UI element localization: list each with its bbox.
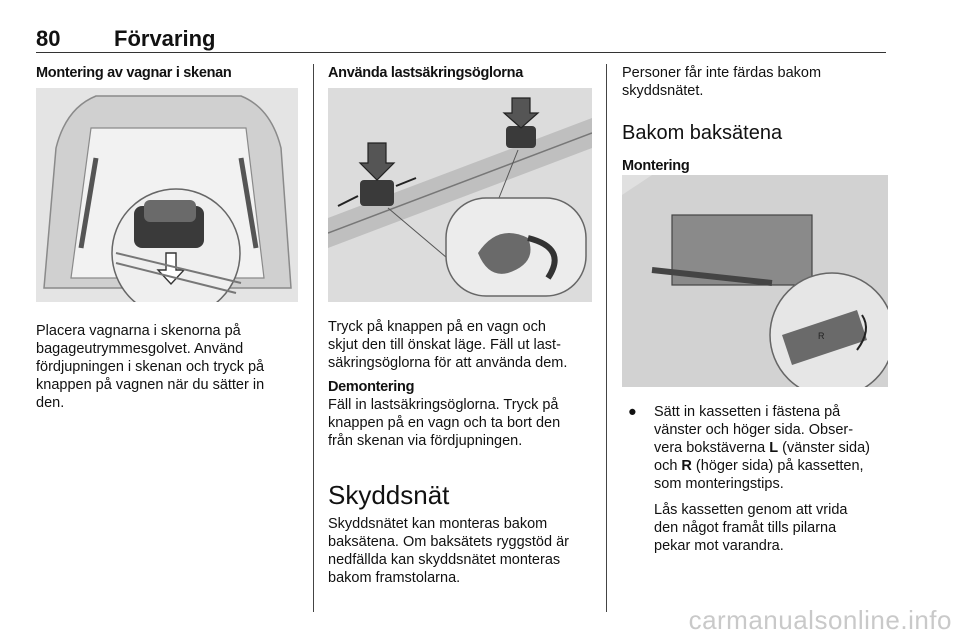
column-divider: [313, 64, 314, 612]
column-middle: [328, 64, 592, 587]
cassette-label-r: R: [818, 331, 825, 341]
watermark: carmanualsonline.info: [688, 605, 952, 635]
column-divider: [606, 64, 607, 612]
section-title: Skyddsnät: [328, 480, 450, 510]
page-number: 80: [36, 26, 61, 51]
mounting-heading: Montering: [622, 158, 690, 174]
column-right: [622, 64, 888, 555]
removal-heading: Demontering: [328, 379, 415, 395]
intro-text: Personer får inte färdas bakom skyddsnätet.: [622, 65, 822, 99]
section-text: Skyddsnätet kan monteras bakom baksätena. Om baksätets ryggstöd är nedfällda kan skyddsnätet monteras bakom framstolarna.: [328, 516, 569, 586]
column-left: [36, 64, 298, 412]
mounting-step: ● Sätt in kassetten i fästena på vänster och höger sida. Obser- vera bokstäverna L (vänster sida) och R (höger sida) på kassetten, som monteringstips.: [628, 404, 870, 492]
bullet-icon: ●: [628, 404, 637, 420]
net-cassette-illustration: [622, 175, 888, 387]
cargo-rail-illustration: [36, 88, 298, 302]
section-heading: Använda lastsäkringsöglorna: [328, 65, 523, 81]
page-header: [36, 26, 886, 53]
section-heading-large: Bakom baksätena: [622, 122, 783, 144]
instruction-text: Placera vagnarna i skenorna på bagageutrymmesgolvet. Använd fördjupningen i skenan och tryck på knappen på vagnen när du sätter in den.: [36, 323, 265, 411]
section-heading: Montering av vagnar i skenan: [36, 65, 232, 81]
removal-text: Fäll in lastsäkringsöglorna. Tryck på knappen på en vagn och ta bort den från skenan via fördjupningen.: [328, 397, 561, 449]
lashing-eye-illustration: [328, 88, 592, 302]
lock-instruction: Lås kassetten genom att vrida den något framåt tills pilarna pekar mot varandra.: [654, 502, 848, 554]
instruction-text: Tryck på knappen på en vagn och skjut den till önskat läge. Fäll ut last- säkringsöglorna för att använda dem.: [328, 319, 568, 371]
chapter-title: Förvaring: [114, 26, 216, 51]
